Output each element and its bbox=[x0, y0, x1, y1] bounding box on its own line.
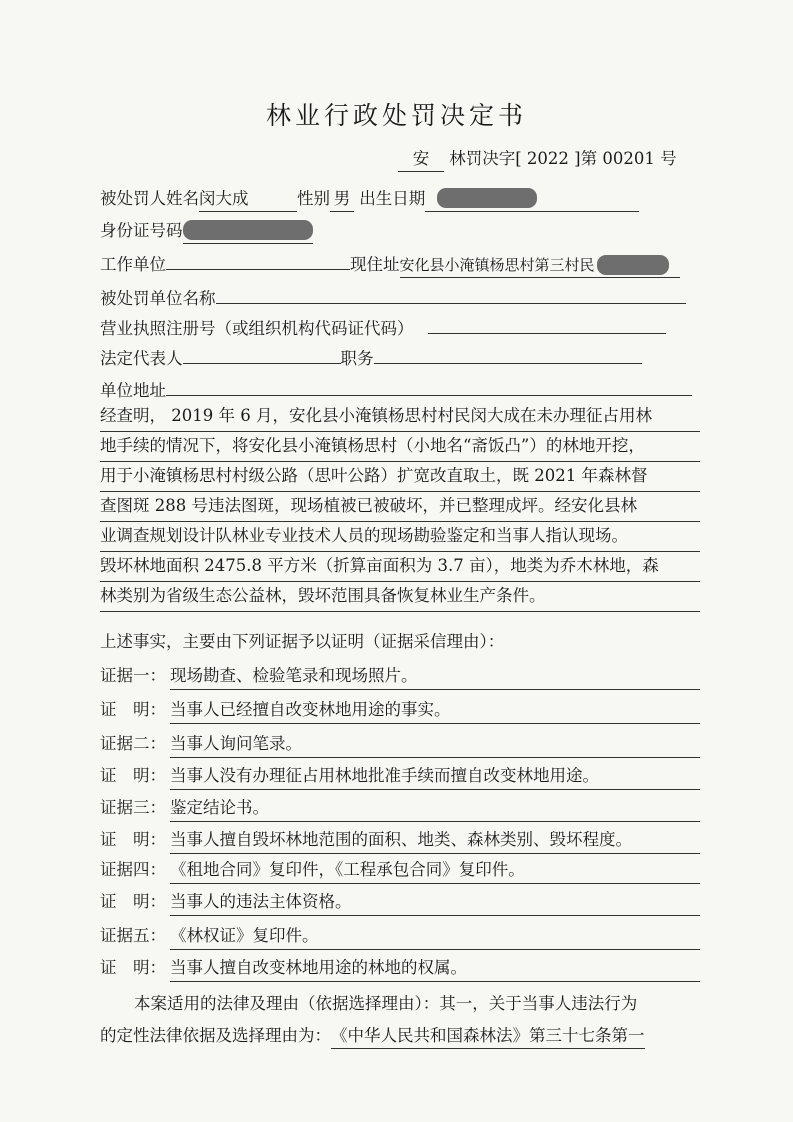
redacted-birthdate bbox=[437, 188, 537, 208]
evidence-proof: 证 明： 当事人已经擅自改变林地用途的事实。 bbox=[100, 696, 700, 726]
person-row-1 bbox=[100, 184, 639, 214]
rep-row bbox=[100, 344, 642, 374]
facts-line: 林类别为省级生态公益林，毁坏范围具备恢复林业生产条件。 bbox=[100, 582, 700, 612]
orgaddr-value bbox=[166, 395, 692, 396]
name-value: 闵大成 bbox=[199, 187, 297, 212]
name-label: 被处罚人姓名 bbox=[100, 189, 199, 208]
license-label: 营业执照注册号（或组织机构代码证代码） bbox=[100, 319, 414, 338]
evidence-proof: 证 明： 当事人没有办理征占用林地批准手续而擅自改变林地用途。 bbox=[100, 762, 700, 792]
redacted-id-number bbox=[183, 220, 313, 240]
facts-paragraph bbox=[100, 402, 700, 612]
post-value bbox=[374, 363, 642, 364]
docno-county: 安 bbox=[398, 147, 444, 172]
work-label: 工作单位 bbox=[100, 255, 166, 274]
person-row-2 bbox=[100, 216, 313, 246]
docno-code: 林罚决字[ 2022 ]第 00201 号 bbox=[449, 149, 677, 168]
facts-line: 毁坏林地面积 2475.8 平方米（折算亩面积为 3.7 亩），地类为乔木林地，森 bbox=[100, 552, 700, 582]
law-prefix: 的定性法律依据及选择理由为： bbox=[100, 1026, 331, 1045]
org-row bbox=[100, 284, 686, 314]
rep-value bbox=[183, 363, 341, 364]
law-line-2 bbox=[100, 1022, 700, 1050]
law-value: 《中华人民共和国森林法》第三十七条第一 bbox=[331, 1024, 645, 1049]
org-label: 被处罚单位名称 bbox=[100, 289, 216, 308]
id-label: 身份证号码 bbox=[100, 221, 183, 240]
address-value: 安化县小淹镇杨思村第三村民 bbox=[400, 253, 680, 278]
evidence-item: 证据五： 《林权证》复印件。 bbox=[100, 922, 700, 952]
person-row-3 bbox=[100, 250, 680, 280]
facts-line: 地手续的情况下，将安化县小淹镇杨思村（小地名“斋饭凸”）的林地开挖， bbox=[100, 432, 700, 462]
sex-label: 性别 bbox=[297, 189, 330, 208]
law-line-1: 本案适用的法律及理由（依据选择理由）：其一，关于当事人违法行为 bbox=[134, 994, 638, 1013]
evidence-item: 证据二： 当事人询问笔录。 bbox=[100, 730, 700, 760]
work-value bbox=[166, 269, 350, 270]
birth-value bbox=[425, 187, 639, 212]
rep-label: 法定代表人 bbox=[100, 349, 183, 368]
facts-line: 用于小淹镇杨思村村级公路（思叶公路）扩宽改直取土，既 2021 年森林督 bbox=[100, 462, 700, 492]
org-value bbox=[216, 303, 686, 304]
address-label: 现住址 bbox=[350, 255, 400, 274]
facts-line: 查图斑 288 号违法图斑，现场植被已被破坏，并已整理成坪。经安化县林 bbox=[100, 492, 700, 522]
evidence-proof: 证 明： 当事人的违法主体资格。 bbox=[100, 888, 700, 918]
sex-value: 男 bbox=[330, 187, 354, 212]
evidence-item: 证据一： 现场勘查、检验笔录和现场照片。 bbox=[100, 662, 700, 692]
evidence-intro: 上述事实，主要由下列证据予以证明（证据采信理由）： bbox=[100, 632, 505, 651]
document-number bbox=[398, 144, 677, 174]
id-value bbox=[183, 219, 313, 244]
license-value bbox=[428, 333, 666, 334]
evidence-proof: 证 明： 当事人擅自毁坏林地范围的面积、地类、森林类别、毁坏程度。 bbox=[100, 826, 700, 856]
post-label: 职务 bbox=[340, 349, 374, 368]
redacted-address bbox=[597, 255, 669, 275]
document-title: 林业行政处罚决定书 bbox=[265, 101, 527, 130]
birth-label: 出生日期 bbox=[359, 189, 426, 208]
facts-line: 业调查规划设计队林业专业技术人员的现场勘验鉴定和当事人指认现场。 bbox=[100, 522, 700, 552]
evidence-proof: 证 明： 当事人擅自改变林地用途的林地的权属。 bbox=[100, 954, 700, 984]
license-row bbox=[100, 314, 666, 344]
evidence-item: 证据四： 《租地合同》复印件，《工程承包合同》复印件。 bbox=[100, 856, 700, 886]
facts-line: 经查明， 2019 年 6 月，安化县小淹镇杨思村村民闵大成在未办理征占用林 bbox=[100, 402, 700, 432]
orgaddr-label: 单位地址 bbox=[100, 381, 166, 400]
evidence-item: 证据三： 鉴定结论书。 bbox=[100, 794, 700, 824]
